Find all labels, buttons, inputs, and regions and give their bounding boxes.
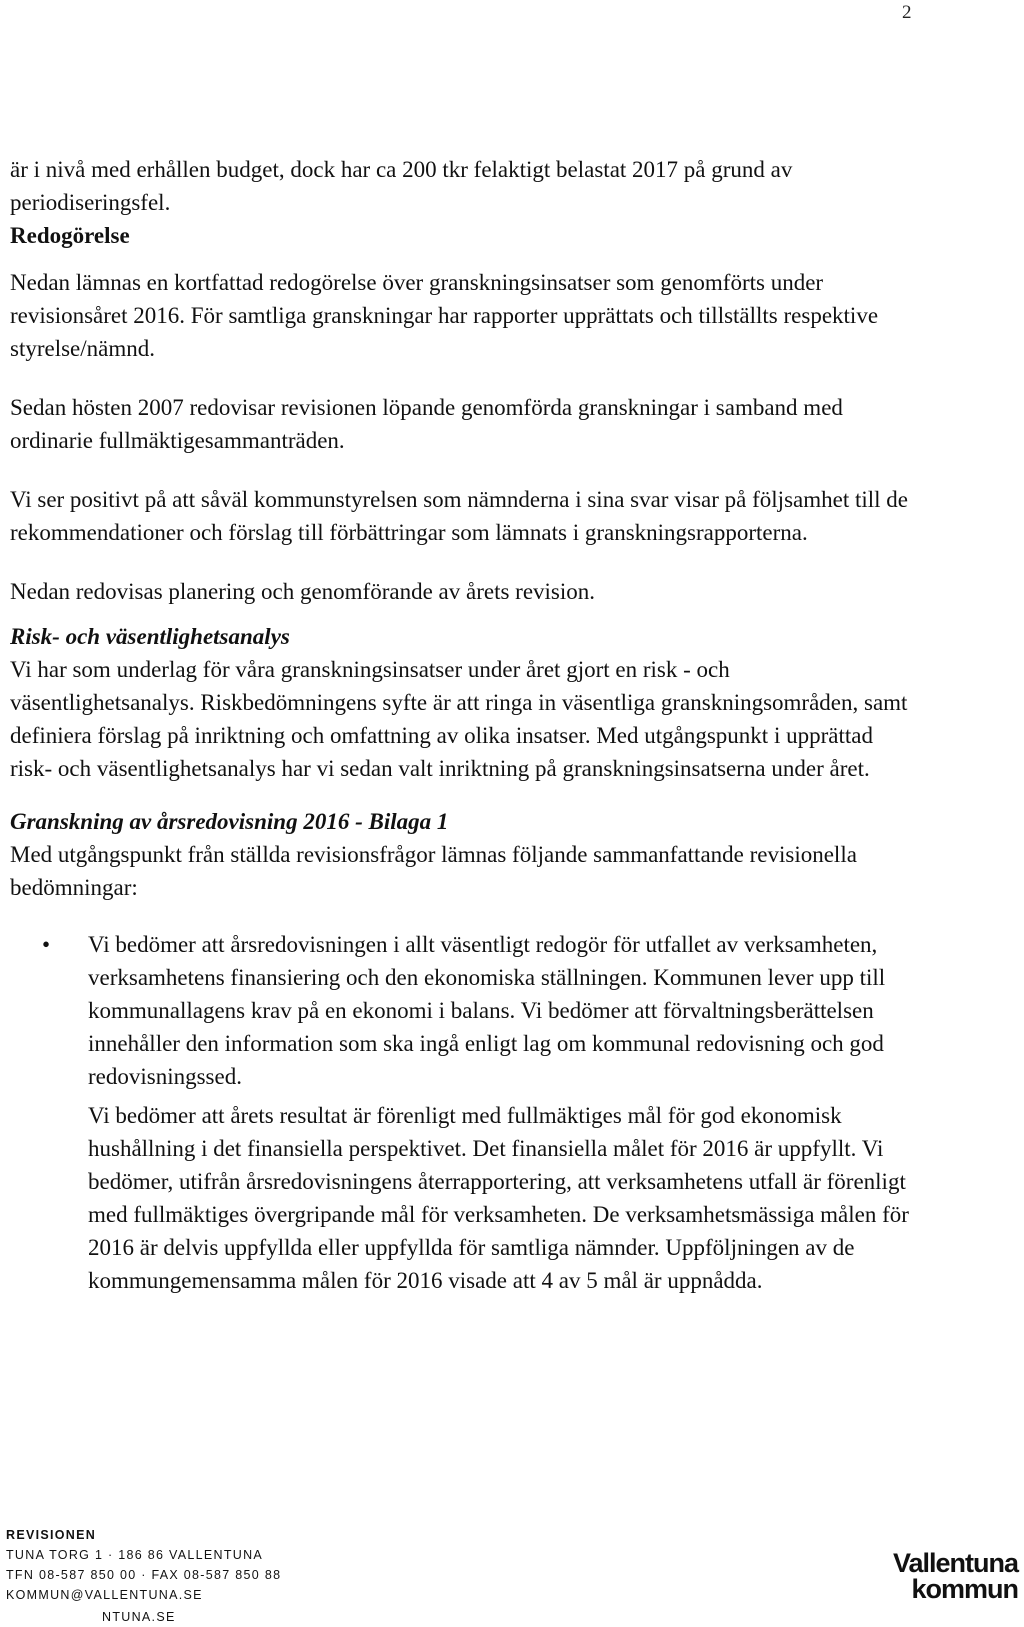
footer-org: REVISIONEN — [6, 1528, 97, 1542]
document-body — [10, 153, 910, 1297]
footer-website: NTUNA.SE — [102, 1610, 176, 1624]
paragraph-positive: Vi ser positivt på att såväl kommunstyrelsen som nämnderna i sina svar visar på följsamhet till de rekommendationer och förslag till förbättringar som lämnats i granskningsrapporterna. — [10, 487, 908, 545]
assessment-text: Vi bedömer att årsredovisningen i allt väsentligt redogör för utfallet av verksamheten, verksamhetens finansiering och den ekonomiska ställningen. Kommunen lever upp till kommunallagens krav på en ekonomi i balans. Vi bedömer att förvaltningsberättelsen innehåller den information som ska ingå enligt lag om kommunal redovisning och god redovisningssed. — [88, 932, 886, 1089]
intro-paragraph: är i nivå med erhållen budget, dock har ca 200 tkr felaktigt belastat 2017 på grund av periodiseringsfel. — [10, 157, 793, 215]
paragraph-summary: Nedan lämnas en kortfattad redogörelse över granskningsinsatser som genomförts under revisionsåret 2016. För samtliga granskningar har rapporter upprättats och tillställts respektive styrelse/nämnd. — [10, 270, 879, 361]
redogorelse-heading: Redogörelse — [10, 223, 130, 248]
arsredovisning-heading: Granskning av årsredovisning 2016 - Bilaga 1 — [10, 809, 449, 834]
page-number: 2 — [902, 2, 912, 23]
logo-line-2: kommun — [911, 1574, 1018, 1604]
risk-paragraph: Vi har som underlag för våra granskningsinsatser under året gjort en risk - och väsentlighetsanalys. Riskbedömningens syfte är att ringa in väsentliga granskningsområden, samt definiera förslag på inriktning och omfattning av olika insatser. Med utgångspunkt i upprättad risk- och väsentlighetsanalys har vi sedan valt inriktning på granskningsinsatserna under året. — [10, 657, 908, 781]
assessment-text-continued: Vi bedömer att årets resultat är förenligt med fullmäktiges mål för god ekonomisk hushållning i det finansiella perspektivet. Det finansiella målet för 2016 är uppfyllt. Vi bedömer, utifrån årsredovisningens återrapportering, att verksamhetens utfall är förenligt med fullmäktiges övergripande mål för verksamheten. De verksamhetsmässiga målen för 2016 är delvis uppfyllda eller uppfyllda för samtliga nämnder. Uppföljningen av de kommungemensamma målen för 2016 visade att 4 av 5 mål är uppnådda. — [88, 1103, 909, 1293]
footer-address: TUNA TORG 1 · 186 86 VALLENTUNA — [6, 1548, 264, 1562]
assessment-list — [10, 928, 910, 1297]
footer-phone: TFN 08-587 850 00 · FAX 08-587 850 88 — [6, 1568, 282, 1582]
bullet-icon: • — [42, 932, 51, 957]
vallentuna-logo — [878, 1550, 1018, 1602]
logo-line-1: Vallentuna — [892, 1548, 1018, 1578]
paragraph-since-2007: Sedan hösten 2007 redovisar revisionen löpande genomförda granskningar i samband med ordinarie fullmäktigesammanträden. — [10, 395, 843, 453]
arsredovisning-paragraph: Med utgångspunkt från ställda revisionsfrågor lämnas följande sammanfattande revisionella bedömningar: — [10, 842, 857, 900]
list-item — [42, 928, 910, 1297]
paragraph-planning: Nedan redovisas planering och genomförande av årets revision. — [10, 579, 596, 604]
footer-email: KOMMUN@VALLENTUNA.SE — [6, 1588, 203, 1602]
footer-contact — [6, 1525, 282, 1624]
risk-heading: Risk- och väsentlighetsanalys — [10, 624, 290, 649]
